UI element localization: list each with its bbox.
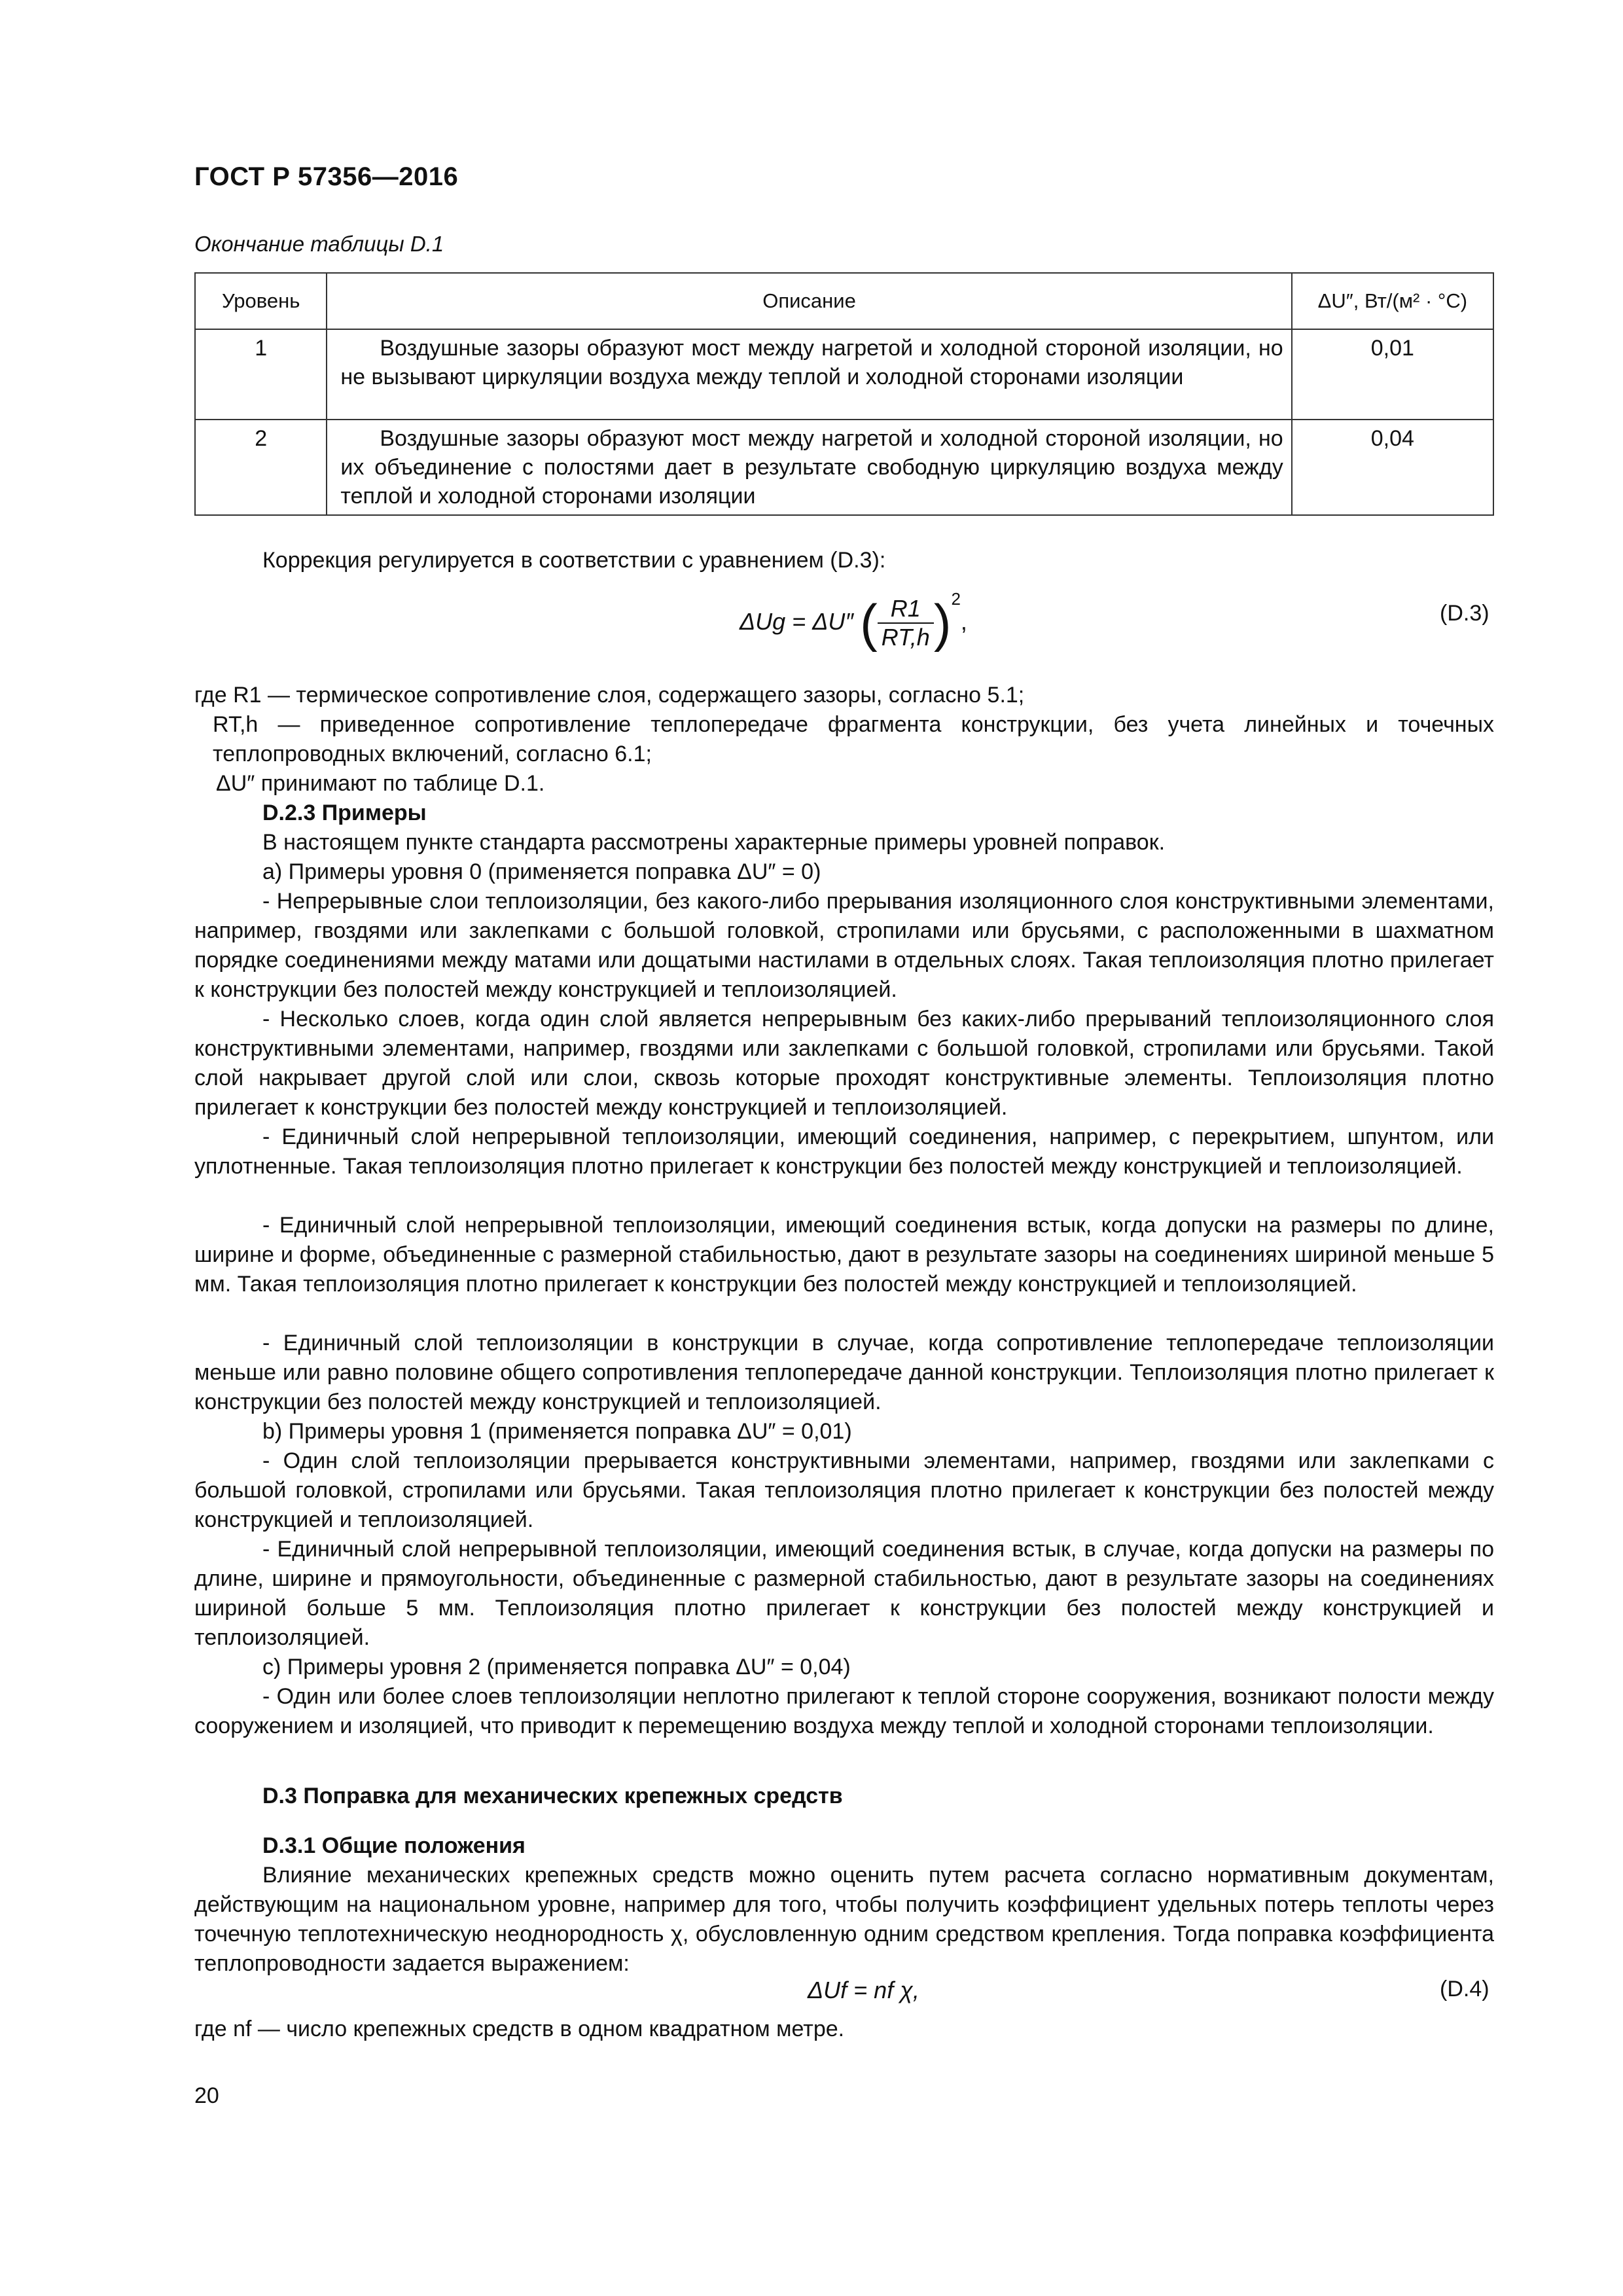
level2-item-1: - Один или более слоев теплоизоляции неплотно прилегают к теплой стороне сооружения, возникают полости между сооружением и изоляцией, что приводит к перемещению воздуха между теплой и холодной сторонами теплоизоляции. [194,1684,1494,1738]
table-d1 [194,272,1494,516]
where-nf: где nf — число крепежных средств в одном квадратном метре. [194,2017,845,2041]
correction-intro: Коррекция регулируется в соответствии с уравнением (D.3): [262,548,886,573]
page-number: 20 [194,2083,219,2108]
level2-title: c) Примеры уровня 2 (применяется поправка ΔU″ = 0,04) [262,1655,851,1679]
cell-level: 2 [195,420,327,515]
equation-d4: ΔUf = nf χ, [808,1977,919,2003]
section-d3-title: D.3 Поправка для механических крепежных средств [262,1784,843,1808]
level1-title: b) Примеры уровня 1 (применяется поправка ΔU″ = 0,01) [262,1419,852,1444]
table-header-row [195,273,1493,329]
cell-level: 1 [195,329,327,420]
cell-description: Воздушные зазоры образуют мост между нагретой и холодной стороной изоляции, но не вызывают циркуляции воздуха между теплой и холодной сторонами изоляции [327,329,1291,420]
where-rth: RT,h — приведенное сопротивление теплопередаче фрагмента конструкции, без учета линейных и точечных теплопроводных включений, согласно 6.1; [213,712,1494,766]
section-d23-title: D.2.3 Примеры [262,800,427,825]
cell-du: 0,01 [1292,329,1493,420]
d31-text: Влияние механических крепежных средств можно оценить путем расчета согласно нормативным документам, действующим на национальном уровне, например для того, чтобы получить коэффициент удельных потерь теплоты через точечную теплотехническую неоднородность χ, обусловленную одним средством крепления. Тогда поправка коэффициента теплопроводности задается выражением: [194,1863,1494,1976]
level0-item-5: - Единичный слой теплоизоляции в конструкции в случае, когда сопротивление теплопередаче теплоизоляции меньше или равно половине общего сопротивления теплопередаче данной конструкции. Теплоизоляция плотно прилегает к конструкции без полостей между конструкцией и теплоизоляцией. [194,1331,1494,1414]
table-row [195,329,1493,420]
cell-du: 0,04 [1292,420,1493,515]
level0-title: a) Примеры уровня 0 (применяется поправка ΔU″ = 0) [262,859,821,884]
table-caption: Окончание таблицы D.1 [194,232,444,256]
level0-item-3: - Единичный слой непрерывной теплоизоляции, имеющий соединения, например, с перекрытием, шпунтом, или уплотненные. Такая теплоизоляция плотно прилегает к конструкции без полостей между конструкцией и теплоизоляцией. [194,1124,1494,1179]
header-du: ΔU″, Вт/(м² · °С) [1292,273,1493,329]
equation-label-d4: (D.4) [1440,1977,1489,2001]
section-d31-title: D.3.1 Общие положения [262,1833,526,1858]
level1-item-1: - Один слой теплоизоляции прерывается конструктивными элементами, например, гвоздями или заклепками с большой головкой, стропилами или брусьями. Такая теплоизоляция плотно прилегает к конструкции без полостей между конструкцией и теплоизоляцией. [194,1448,1494,1532]
where-du: ΔU″ принимают по таблице D.1. [216,771,545,796]
level0-item-4: - Единичный слой непрерывной теплоизоляции, имеющий соединения встык, когда допуски на размеры по длине, ширине и форме, объединенные с размерной стабильностью, дают в результате зазоры на соединениях шириной меньше 5 мм. Такая теплоизоляция плотно прилегает к конструкции без полостей между конструкцией и теплоизоляцией. [194,1213,1494,1297]
document-header: ГОСТ Р 57356—2016 [194,162,459,191]
d23-intro: В настоящем пункте стандарта рассмотрены характерные примеры уровней поправок. [262,830,1166,855]
equation-label-d3: (D.3) [1440,601,1489,626]
level1-item-2: - Единичный слой непрерывной теплоизоляции, имеющий соединения встык, в случае, когда допуски на размеры по длине, ширине и прямоугольности, объединенные с размерной стабильностью, дают в результате зазоры на соединениях шириной больше 5 мм. Теплоизоляция плотно прилегает к конструкции без полостей между конструкцией и теплоизоляцией. [194,1537,1494,1650]
table-row [195,420,1493,515]
cell-description: Воздушные зазоры образуют мост между нагретой и холодной стороной изоляции, но их объединение с полостями дает в результате свободную циркуляцию воздуха между теплой и холодной сторонами изоляции [327,420,1291,515]
header-description: Описание [327,273,1291,329]
level0-item-2: - Несколько слоев, когда один слой является непрерывным без каких-либо прерываний теплоизоляционного слоя конструктивными элементами, например, гвоздями или заклепками с большой головкой, стропилами или брусьями. Такой слой накрывает другой слой или слои, сквозь которые проходят конструктивные элементы. Теплоизоляция плотно прилегает к конструкции без полостей между конструкцией и теплоизоляцией. [194,1007,1494,1120]
equation-d3: ΔUg = ΔU″ ( $\frac{R1}{RT,h}$ )$^2$, [740,589,967,653]
where-r1: где R1 — термическое сопротивление слоя, содержащего зазоры, согласно 5.1; [194,683,1025,708]
level0-item-1: - Непрерывные слои теплоизоляции, без какого-либо прерывания изоляционного слоя конструктивными элементами, например, гвоздями или заклепками с большой головкой, стропилами или брусьями, с расположенными в шахматном порядке соединениями между матами или дощатыми настилами в отдельных слоях. Такая теплоизоляция плотно прилегает к конструкции без полостей между конструкцией и теплоизоляцией. [194,889,1494,1002]
header-level: Уровень [195,273,327,329]
